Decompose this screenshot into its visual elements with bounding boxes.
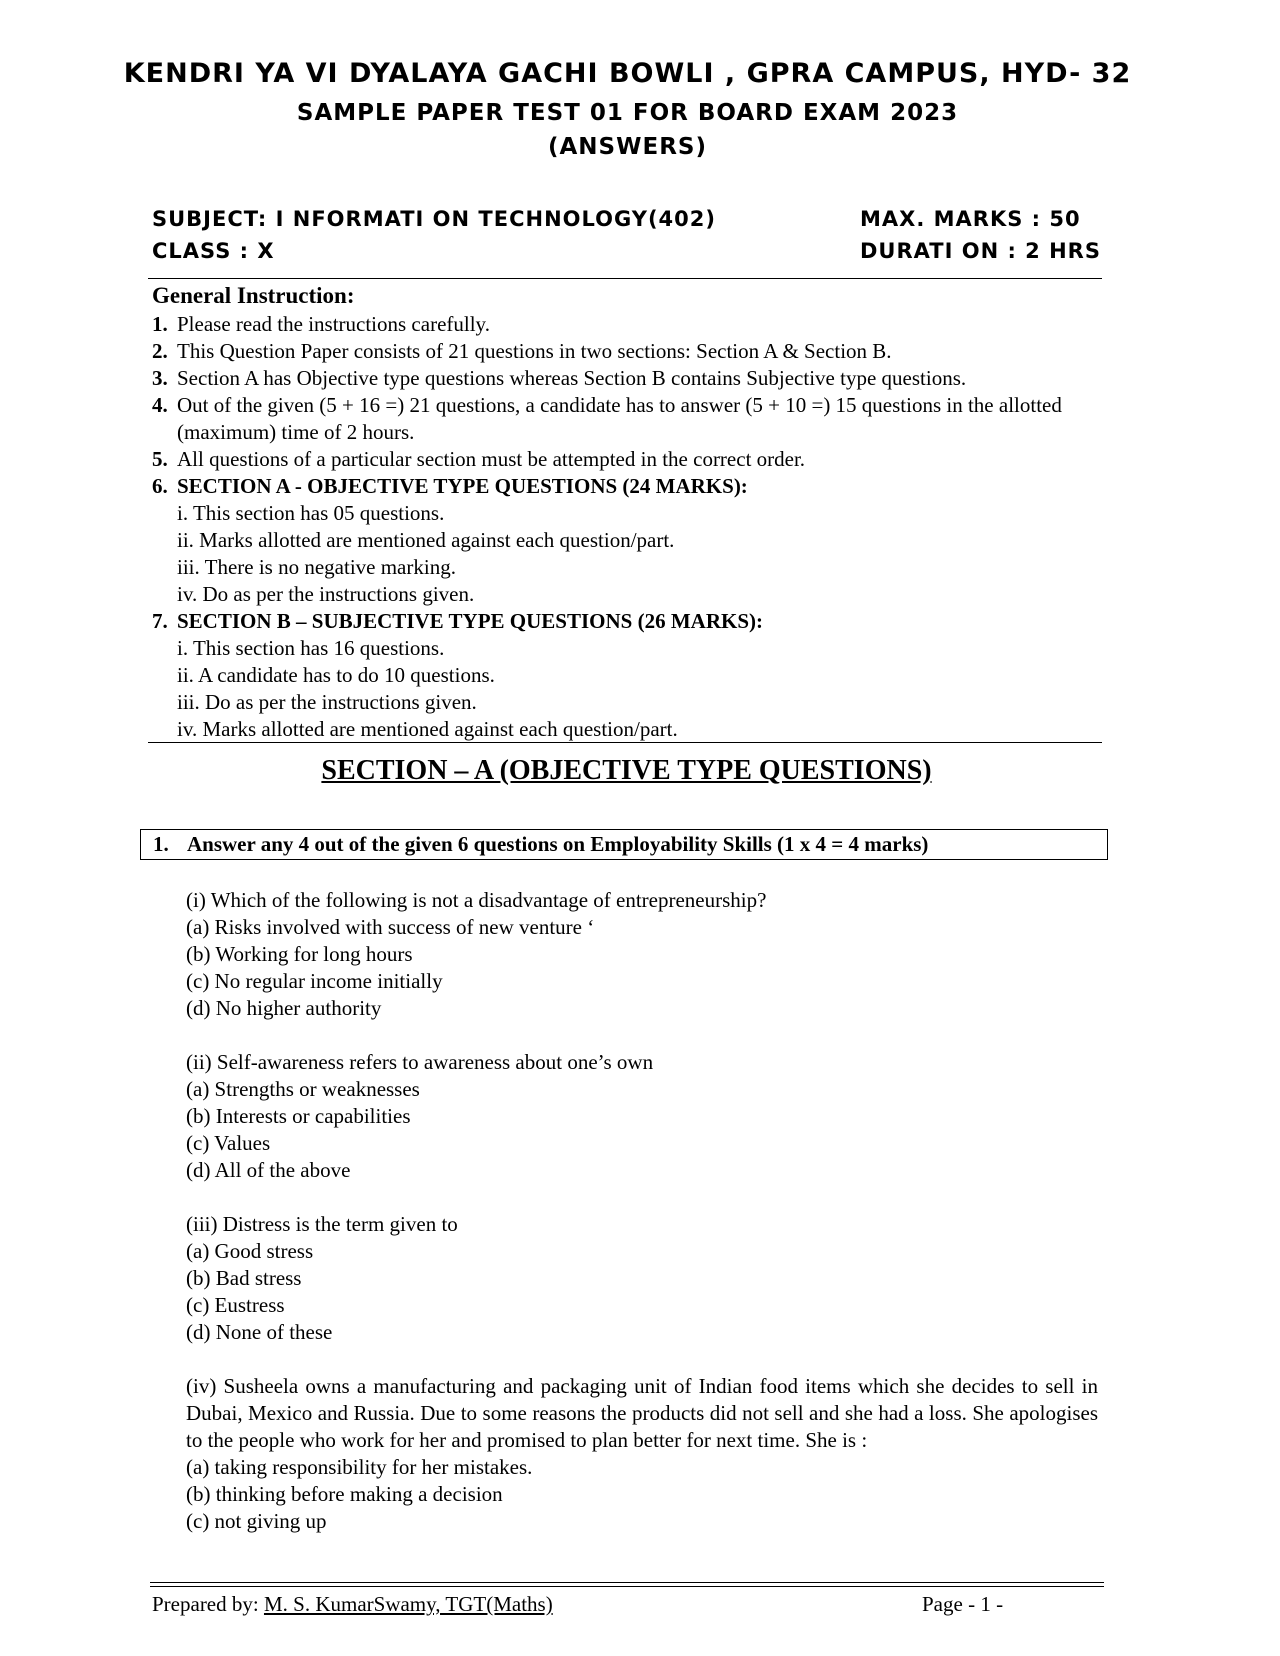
question-block	[186, 887, 1098, 1022]
header-divider	[148, 278, 1102, 279]
option: (c) No regular income initially	[186, 969, 443, 993]
instruction-item: 4. Out of the given (5 + 16 =) 21 questions, a candidate has to answer (5 + 10 =) 15 questions in the allotted (maximum) time of 2 hours.	[152, 393, 1062, 444]
class-label: CLASS : X	[152, 239, 275, 263]
option: (a) Strengths or weaknesses	[186, 1077, 420, 1101]
section-b-point: iii. Do as per the instructions given.	[177, 690, 477, 714]
question-block	[186, 1211, 1098, 1346]
option: (b) Bad stress	[186, 1266, 302, 1290]
option: (a) taking responsibility for her mistakes.	[186, 1455, 533, 1479]
question-block	[186, 1049, 1098, 1184]
instruction-item: 2. This Question Paper consists of 21 questions in two sections: Section A & Section B.	[152, 339, 892, 363]
option: (d) No higher authority	[186, 996, 382, 1020]
option: (c) not giving up	[186, 1509, 327, 1533]
option: (c) Values	[186, 1131, 271, 1155]
section-b-instruction-heading: 7. SECTION B – SUBJECTIVE TYPE QUESTIONS (26 MARKS):	[152, 609, 763, 633]
question-text: (iii) Distress is the term given to	[186, 1212, 458, 1236]
instruction-item: 1. Please read the instructions carefully.	[152, 312, 490, 336]
option: (d) None of these	[186, 1320, 333, 1344]
section-b-point: iv. Marks allotted are mentioned against each question/part.	[177, 717, 678, 741]
footer-divider	[150, 1582, 1104, 1583]
question-number: 1.	[153, 832, 169, 856]
answers-label: (ANSWERS)	[548, 134, 707, 160]
school-name: KENDRI YA VI DYALAYA GACHI BOWLI , GPRA CAMPUS, HYD- 32	[123, 58, 1132, 89]
subject-label: SUBJECT: I NFORMATI ON TECHNOLOGY(402)	[152, 207, 716, 231]
section-a-point: i. This section has 05 questions.	[177, 501, 445, 525]
section-b-point: i. This section has 16 questions.	[177, 636, 445, 660]
question-text: (ii) Self-awareness refers to awareness about one’s own	[186, 1050, 654, 1074]
instruction-item: 5. All questions of a particular section must be attempted in the correct order.	[152, 447, 806, 471]
question-block	[186, 1373, 1098, 1535]
exam-title: SAMPLE PAPER TEST 01 FOR BOARD EXAM 2023	[296, 100, 959, 126]
section-a-title: SECTION – A (OBJECTIVE TYPE QUESTIONS)	[321, 755, 932, 786]
section-a-point: iii. There is no negative marking.	[177, 555, 456, 579]
question-text: (iv) Susheela owns a manufacturing and packaging unit of Indian food items which she decides to sell in Dubai, Mexico and Russia. Due to some reasons the products did not sell and she had a loss. She apologises to the people who work for her and promised to plan better for next time. She is :	[186, 1374, 1098, 1452]
author-name: M. S. KumarSwamy, TGT(Maths)	[263, 1592, 553, 1616]
question-1-text: Answer any 4 out of the given 6 questions on Employability Skills (1 x 4 = 4 marks)	[187, 832, 929, 856]
section-b-point: ii. A candidate has to do 10 questions.	[177, 663, 495, 687]
section-a-point: ii. Marks allotted are mentioned against each question/part.	[177, 528, 675, 552]
option: (d) All of the above	[186, 1158, 351, 1182]
footer-divider	[150, 1586, 1104, 1587]
question-text: (i) Which of the following is not a disadvantage of entrepreneurship?	[186, 888, 767, 912]
prepared-by	[152, 1592, 553, 1617]
option: (c) Eustress	[186, 1293, 285, 1317]
option: (b) Working for long hours	[186, 942, 413, 966]
instruction-item: 3. Section A has Objective type questions whereas Section B contains Subjective type questions.	[152, 366, 967, 390]
section-a-instruction-heading: 6. SECTION A - OBJECTIVE TYPE QUESTIONS (24 MARKS):	[152, 474, 748, 498]
questions-list	[186, 887, 1098, 1562]
general-instructions	[152, 281, 1112, 743]
question-1-box	[140, 829, 1108, 860]
instructions-divider	[148, 742, 1102, 743]
prepared-label: Prepared by:	[152, 1592, 259, 1616]
max-marks-label: MAX. MARKS : 50	[860, 207, 1081, 231]
duration-label: DURATI ON : 2 HRS	[860, 239, 1101, 263]
instructions-title: General Instruction:	[152, 283, 355, 308]
section-a-point: iv. Do as per the instructions given.	[177, 582, 475, 606]
option: (a) Good stress	[186, 1239, 314, 1263]
option: (a) Risks involved with success of new venture ‘	[186, 915, 595, 939]
page-number: Page - 1 -	[922, 1592, 1004, 1616]
option: (b) thinking before making a decision	[186, 1482, 503, 1506]
option: (b) Interests or capabilities	[186, 1104, 411, 1128]
